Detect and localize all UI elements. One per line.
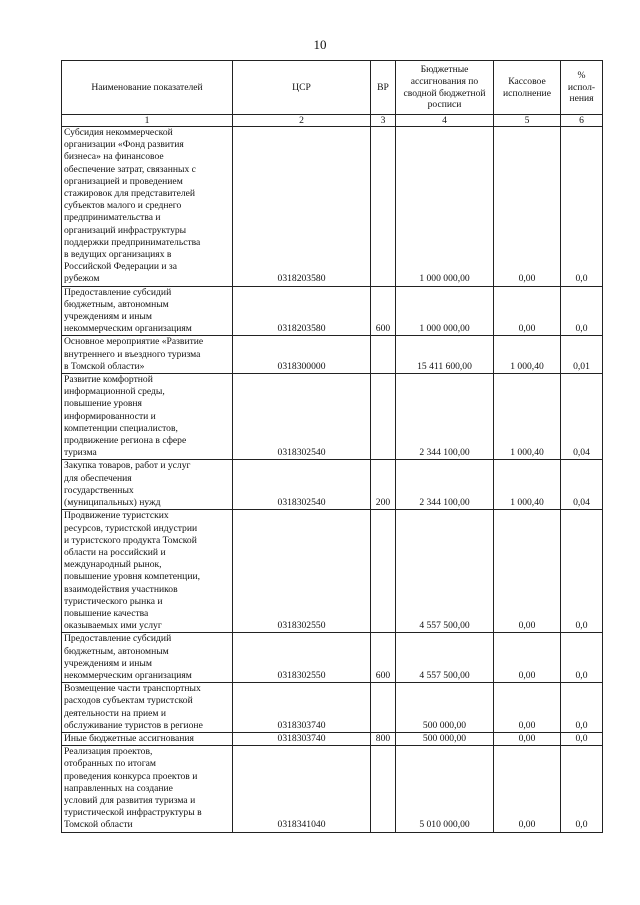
allocation-cell: 1 000 000,00 (396, 127, 494, 287)
table-row (62, 633, 603, 683)
execution-cell: 1 000,40 (494, 460, 561, 510)
vr-cell: 600 (371, 286, 396, 336)
indicator-name-cell: Реализация проектов, отобранных по итогам проведения конкурса проектов и направленных на создание условий для развития туризма и туристической инфраструктуры в Томской области (62, 746, 233, 832)
column-number: 3 (371, 115, 396, 127)
percent-cell: 0,0 (561, 683, 603, 733)
percent-cell: 0,04 (561, 460, 603, 510)
header-csr: ЦСР (233, 61, 371, 115)
indicator-name-cell: Иные бюджетные ассигнования (62, 732, 233, 745)
column-number: 5 (494, 115, 561, 127)
table-row (62, 127, 603, 287)
indicator-name-cell: Продвижение туристских ресурсов, туристской индустрии и туристского продукта Томской области на российский и международный рынок, повышение уровня компетенции, взаимодействия участников туристического рынка и повышение качества оказываемых ими услуг (62, 510, 233, 633)
csr-cell: 0318302540 (233, 460, 371, 510)
table-row (62, 286, 603, 336)
page-number: 10 (313, 37, 327, 52)
allocation-cell: 500 000,00 (396, 683, 494, 733)
header-row (62, 61, 603, 115)
percent-cell: 0,0 (561, 286, 603, 336)
execution-cell: 0,00 (494, 683, 561, 733)
execution-cell: 0,00 (494, 510, 561, 633)
csr-cell: 0318300000 (233, 336, 371, 374)
vr-cell (371, 336, 396, 374)
column-number-row (62, 115, 603, 127)
column-number: 4 (396, 115, 494, 127)
header-percent: % испол- нения (561, 61, 603, 115)
table-row (62, 746, 603, 832)
table-row (62, 510, 603, 633)
indicator-name-cell: Предоставление субсидий бюджетным, автономным учреждениям и иным некоммерческим организациям (62, 633, 233, 683)
column-number: 1 (62, 115, 233, 127)
header-allocation: Бюджетные ассигнования по сводной бюджетной росписи (396, 61, 494, 115)
csr-cell: 0318302550 (233, 633, 371, 683)
execution-cell: 0,00 (494, 127, 561, 287)
vr-cell (371, 746, 396, 832)
percent-cell: 0,0 (561, 127, 603, 287)
csr-cell: 0318341040 (233, 746, 371, 832)
csr-cell: 0318303740 (233, 683, 371, 733)
allocation-cell: 1 000 000,00 (396, 286, 494, 336)
indicator-name-cell: Закупка товаров, работ и услуг для обеспечения государственных (муниципальных) нужд (62, 460, 233, 510)
column-number: 2 (233, 115, 371, 127)
table-row (62, 374, 603, 460)
table-row (62, 732, 603, 745)
allocation-cell: 4 557 500,00 (396, 633, 494, 683)
percent-cell: 0,0 (561, 633, 603, 683)
allocation-cell: 500 000,00 (396, 732, 494, 745)
vr-cell (371, 510, 396, 633)
table-row (62, 336, 603, 374)
indicator-name-cell: Субсидия некоммерческой организации «Фонд развития бизнеса» на финансовое обеспечение затрат, связанных с организацией и проведением стажировок для представителей субъектов малого и среднего предпринимательства и организаций инфраструктуры поддержки предпринимательства в ведущих организациях в Российской Федерации и за рубежом (62, 127, 233, 287)
column-number: 6 (561, 115, 603, 127)
allocation-cell: 4 557 500,00 (396, 510, 494, 633)
execution-cell: 0,00 (494, 286, 561, 336)
execution-cell: 0,00 (494, 633, 561, 683)
allocation-cell: 5 010 000,00 (396, 746, 494, 832)
percent-cell: 0,04 (561, 374, 603, 460)
vr-cell: 600 (371, 633, 396, 683)
table-row (62, 683, 603, 733)
allocation-cell: 15 411 600,00 (396, 336, 494, 374)
allocation-cell: 2 344 100,00 (396, 374, 494, 460)
vr-cell (371, 374, 396, 460)
header-indicator-name: Наименование показателей (62, 61, 233, 115)
vr-cell (371, 683, 396, 733)
indicator-name-cell: Развитие комфортной информационной среды, повышение уровня информированности и компетенции специалистов, продвижение региона в сфере туризма (62, 374, 233, 460)
header-vr: ВР (371, 61, 396, 115)
percent-cell: 0,01 (561, 336, 603, 374)
csr-cell: 0318303740 (233, 732, 371, 745)
table-row (62, 460, 603, 510)
csr-cell: 0318302550 (233, 510, 371, 633)
allocation-cell: 2 344 100,00 (396, 460, 494, 510)
vr-cell: 200 (371, 460, 396, 510)
indicator-name-cell: Предоставление субсидий бюджетным, автономным учреждениям и иным некоммерческим организациям (62, 286, 233, 336)
header-cash-execution: Кассовое исполнение (494, 61, 561, 115)
vr-cell: 800 (371, 732, 396, 745)
execution-cell: 1 000,40 (494, 336, 561, 374)
csr-cell: 0318203580 (233, 286, 371, 336)
percent-cell: 0,0 (561, 746, 603, 832)
execution-cell: 0,00 (494, 746, 561, 832)
percent-cell: 0,0 (561, 510, 603, 633)
budget-execution-table (61, 60, 603, 833)
indicator-name-cell: Возмещение части транспортных расходов субъектам туристской деятельности на прием и обслуживание туристов в регионе (62, 683, 233, 733)
percent-cell: 0,0 (561, 732, 603, 745)
csr-cell: 0318203580 (233, 127, 371, 287)
vr-cell (371, 127, 396, 287)
indicator-name-cell: Основное мероприятие «Развитие внутреннего и въездного туризма в Томской области» (62, 336, 233, 374)
csr-cell: 0318302540 (233, 374, 371, 460)
execution-cell: 1 000,40 (494, 374, 561, 460)
execution-cell: 0,00 (494, 732, 561, 745)
